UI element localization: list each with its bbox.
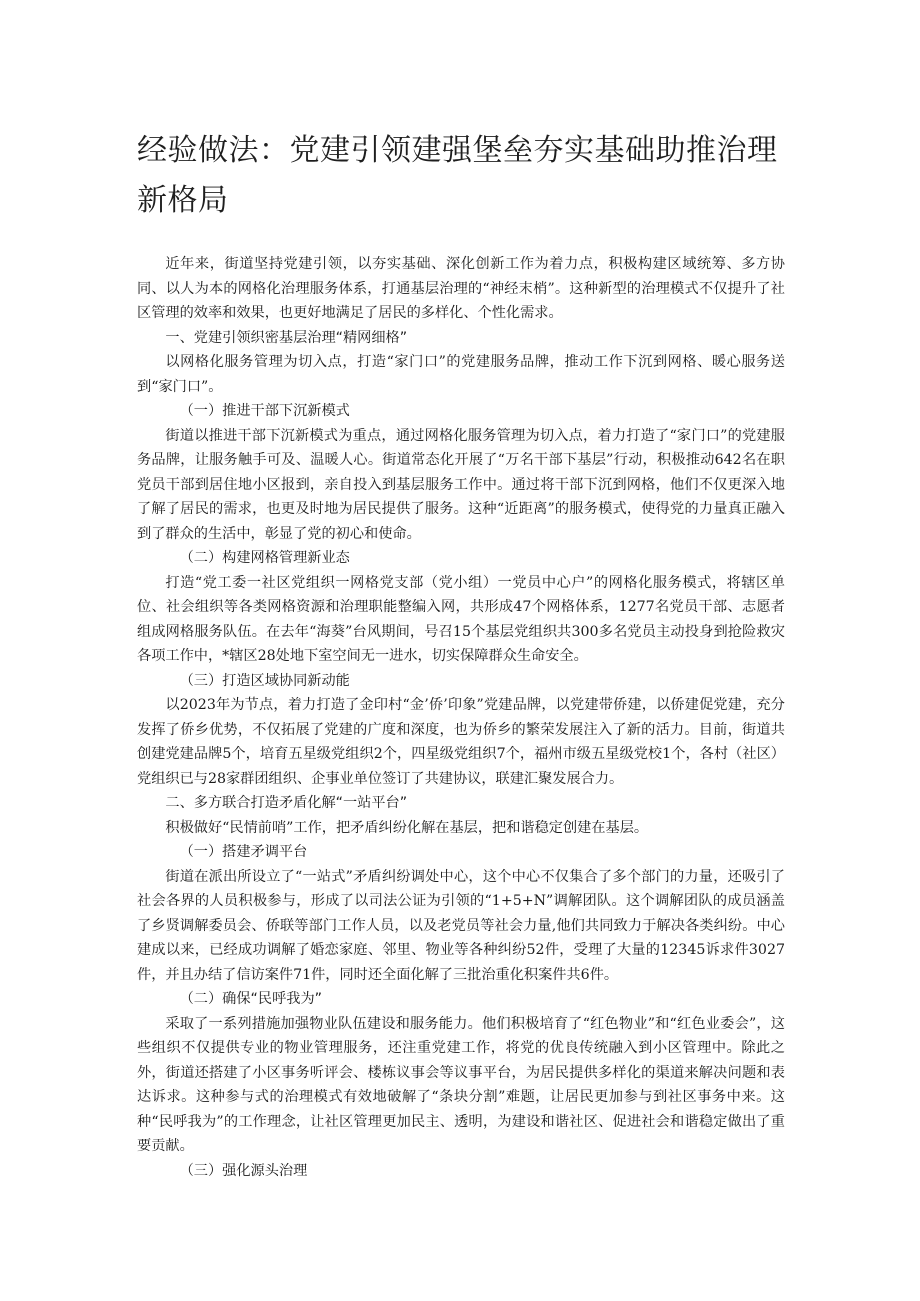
section-1-heading: 一、党建引领织密基层治理“精网细格” bbox=[165, 329, 408, 346]
section-2-lead: 积极做好“民情前哨”工作，把矛盾纠纷化解在基层，把和谐稳定创建在基层。 bbox=[165, 819, 649, 836]
section-1-sub-2-heading: （二）构建网格管理新业态 bbox=[179, 550, 350, 566]
section-1-sub-2-body: 打造“党工委一社区党组织一网格党支部（党小组）一党员中心户”的网格化服务模式，将辖区单位、社会组织等各类网格资源和治理职能整编入网，共形成47个网格体系，1277名党员干部、志愿者组成网格服务队伍。在去年“海葵”台风期间，号召15个基层党组织共300多名党员主动投身到抢险救灾各项工作中，*辖区28处地下室空间无一进水，切实保障群众生命安全。 bbox=[137, 574, 785, 664]
section-1-sub-1-body: 街道以推进干部下沉新模式为重点，通过网格化服务管理为切入点，着力打造了“家门口”的党建服务品牌，让服务触手可及、温暖人心。街道常态化开展了“万名干部下基层”行动，积极推动642名在职党员干部到居住地小区报到，亲自投入到基层服务工作中。通过将干部下沉到网格，他们不仅更深入地了解了居民的需求，也更及时地为居民提供了服务。这种“近距离”的服务模式，使得党的力量真正融入到了群众的生活中，彰显了党的初心和使命。 bbox=[137, 427, 785, 542]
section-2-sub-2-heading: （二）确保“民呼我为” bbox=[179, 991, 322, 1007]
section-2-sub-1-heading: （一）搭建矛调平台 bbox=[179, 844, 308, 860]
section-1-sub-3-heading: （三）打造区域协同新动能 bbox=[179, 672, 350, 689]
document-title: 经验做法：党建引领建强堡垒夯实基础助推治理新格局 bbox=[137, 133, 778, 218]
section-2-sub-2-body: 采取了一系列措施加强物业队伍建设和服务能力。他们积极培育了“红色物业”和“红色业委会”，这些组织不仅提供专业的物业管理服务，还注重党建工作，将党的优良传统融入到小区管理中。除此之外，街道还搭建了小区事务听评会、楼栋议事会等议事平台，为居民提供多样化的渠道来解决问题和表达诉求。这种参与式的治理模式有效地破解了“条块分割”难题，让居民更加参与到社区事务中来。这种“民呼我为”的工作理念，让社区管理更加民主、透明，为建设和谐社区、促进社会和谐稳定做出了重要贡献。 bbox=[137, 1015, 785, 1154]
document-page bbox=[137, 126, 785, 1183]
section-1-lead: 以网格化服务管理为切入点，打造“家门口”的党建服务品牌，推动工作下沉到网格、暖心服务送到“家门口”。 bbox=[137, 354, 785, 395]
intro-paragraph: 近年来，街道坚持党建引领，以夯实基础、深化创新工作为着力点，积极构建区域统筹、多方协同、以人为本的网格化治理服务体系，打通基层治理的“神经末梢”。这种新型的治理模式不仅提升了社区管理的效率和效果，也更好地满足了居民的多样化、个性化需求。 bbox=[137, 256, 785, 321]
section-2-heading: 二、多方联合打造矛盾化解“一站平台” bbox=[165, 795, 408, 811]
section-1-sub-3-body: 以2023年为节点，着力打造了金印村“金’侨’印象”党建品牌，以党建带侨建，以侨建促党建，充分发挥了侨乡优势，不仅拓展了党建的广度和深度，也为侨乡的繁荣发展注入了新的活力。目前，街道共创建党建品牌5个，培育五星级党组织2个，四星级党组织7个，福州市级五星级党校1个，各村（社区）党组织已与28家群团组织、企事业单位签订了共建协议，联建汇聚发展合力。 bbox=[137, 697, 785, 787]
section-2-sub-1-body: 街道在派出所设立了“一站式”矛盾纠纷调处中心，这个中心不仅集合了多个部门的力量，还吸引了社会各界的人员积极参与，形成了以司法公证为引领的“1+5+N”调解团队。这个调解团队的成员涵盖了乡贤调解委员会、侨联等部门工作人员，以及老党员等社会力量,他们共同致力于解决各类纠纷。中心建成以来，已经成功调解了婚恋家庭、邻里、物业等各种纠纷52件，受理了大量的12345诉求件3027件，并且办结了信访案件71件，同时还全面化解了三批治重化积案件共6件。 bbox=[137, 868, 785, 983]
section-2-sub-3-heading: （三）强化源头治理 bbox=[179, 1162, 308, 1179]
section-1-sub-1-heading: （一）推进干部下沉新模式 bbox=[179, 403, 350, 419]
